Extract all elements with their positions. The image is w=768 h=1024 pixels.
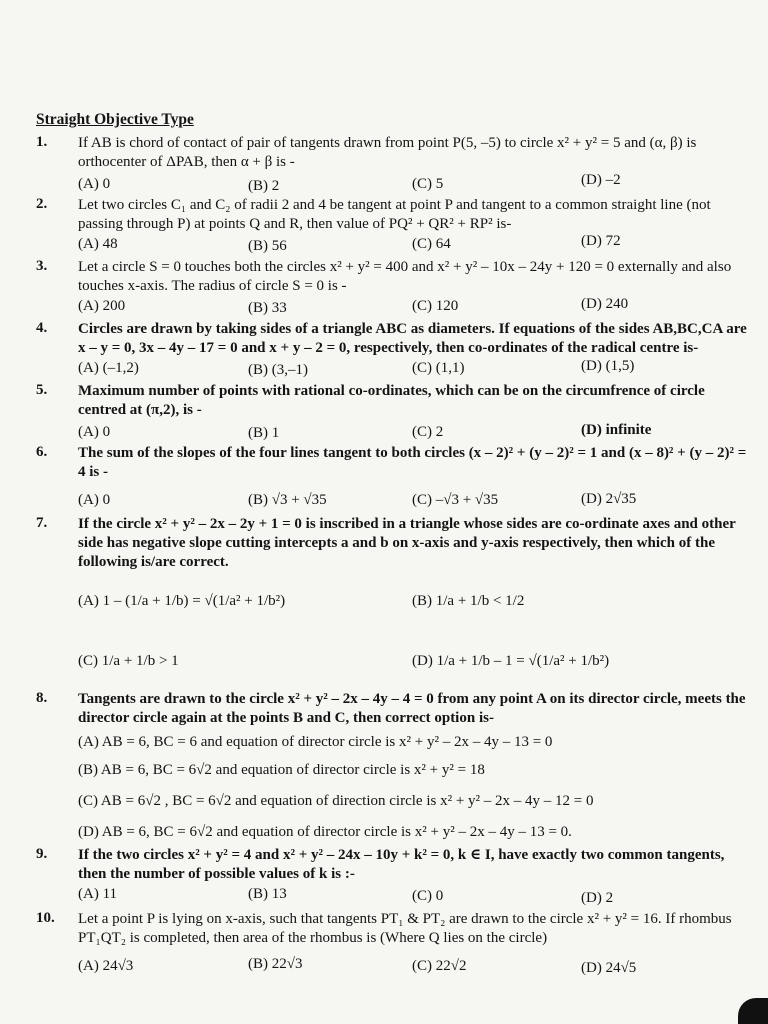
option-a: (A) 11 — [78, 886, 118, 902]
option-b: (B) 22√3 — [248, 956, 303, 972]
option-d: (D) 2√35 — [581, 491, 637, 507]
option-d: (D) 72 — [581, 233, 621, 249]
option-c: (C) AB = 6√2 , BC = 6√2 and equation of direction circle is x² + y² – 2x – 4y – 12 = 0 — [78, 793, 594, 809]
option-b: (B) 33 — [248, 300, 287, 316]
question-number: 3. — [36, 258, 48, 274]
question-text: Let a point P is lying on x-axis, such that tangents PT₁ & PT₂ are drawn to the circle x² + y² = 16. If rhombus PT₁QT₂ is completed, then area of the rhombus is (Where Q lies on the circle) — [78, 911, 732, 946]
question-text: The sum of the slopes of the four lines tangent to both circles (x – 2)² + (y – 2)² = 1 and (x – 8)² + (y – 2)² = 4 is - — [78, 445, 747, 480]
option-b: (B) (3,–1) — [248, 362, 308, 378]
option-a: (A) 0 — [78, 424, 111, 440]
question-number: 7. — [36, 515, 48, 531]
question-text: Circles are drawn by taking sides of a triangle ABC as diameters. If equations of the sides AB,BC,CA are x – y = 0, 3x – 4y – 17 = 0 and x + y – 2 = 0, respectively, then co-ordinates of the radical centre is- — [78, 321, 747, 356]
question-text: Let two circles C₁ and C₂ of radii 2 and 4 be tangent at point P and tangent to a common straight line (not passing through P) at points Q and R, then value of PQ² + QR² + RP² is- — [78, 197, 711, 232]
option-b: (B) 56 — [248, 238, 287, 254]
option-a: (A) 0 — [78, 176, 111, 192]
option-c: (C) –√3 + √35 — [412, 492, 499, 508]
question-number: 4. — [36, 320, 48, 336]
option-b: (B) 1 — [248, 425, 280, 441]
page-corner-shadow — [738, 998, 768, 1024]
question-text: If the two circles x² + y² = 4 and x² + y² – 24x – 10y + k² = 0, k ∈ I, have exactly two common tangents, then the number of possible values of k is :- — [78, 847, 725, 882]
question-number: 1. — [36, 134, 48, 150]
question-number: 6. — [36, 444, 48, 460]
question-text: Tangents are drawn to the circle x² + y² – 2x – 4y – 4 = 0 from any point A on its director circle, meets the director circle again at the points B and C, then correct option is- — [78, 691, 746, 726]
question-text: If AB is chord of contact of pair of tangents drawn from point P(5, –5) to circle x² + y² = 5 and (α, β) is orthocenter of ΔPAB, then α + β is - — [78, 135, 697, 170]
option-a: (A) (–1,2) — [78, 360, 139, 376]
option-d: (D) 1/a + 1/b – 1 = √(1/a² + 1/b²) — [412, 653, 610, 669]
option-d: (D) 24√5 — [581, 960, 637, 976]
question-number: 5. — [36, 382, 48, 398]
option-d: (D) 240 — [581, 296, 629, 312]
question-number: 9. — [36, 846, 48, 862]
question-number: 8. — [36, 690, 48, 706]
question-number: 2. — [36, 196, 48, 212]
option-a: (A) 1 – (1/a + 1/b) = √(1/a² + 1/b²) — [78, 593, 286, 609]
section-heading: Straight Objective Type — [36, 111, 194, 128]
question-text: Let a circle S = 0 touches both the circles x² + y² = 400 and x² + y² – 10x – 24y + 120 = 0 externally and also touches x-axis. The radius of circle S = 0 is - — [78, 259, 732, 294]
option-b: (B) AB = 6, BC = 6√2 and equation of director circle is x² + y² = 18 — [78, 762, 485, 778]
question-text: If the circle x² + y² – 2x – 2y + 1 = 0 is inscribed in a triangle whose sides are co-ordinate axes and other side has negative slope cutting intercepts a and b on x-axis and y-axis respectively, then which of the following is/are correct. — [78, 516, 736, 570]
option-b: (B) √3 + √35 — [248, 492, 327, 508]
option-a: (A) 200 — [78, 298, 126, 314]
option-c: (C) 5 — [412, 176, 444, 192]
option-c: (C) (1,1) — [412, 360, 465, 376]
option-d: (D) –2 — [581, 172, 621, 188]
option-d: (D) (1,5) — [581, 358, 635, 374]
option-d: (D) 2 — [581, 890, 614, 906]
option-c: (C) 2 — [412, 424, 444, 440]
option-a: (A) 24√3 — [78, 958, 134, 974]
option-b: (B) 1/a + 1/b < 1/2 — [412, 593, 525, 609]
option-c: (C) 22√2 — [412, 958, 467, 974]
option-c: (C) 0 — [412, 888, 444, 904]
option-b: (B) 2 — [248, 178, 280, 194]
option-d: (D) infinite — [581, 422, 652, 438]
option-c: (C) 120 — [412, 298, 459, 314]
option-a: (A) 48 — [78, 236, 118, 252]
option-c: (C) 64 — [412, 236, 451, 252]
question-number: 10. — [36, 910, 55, 926]
option-c: (C) 1/a + 1/b > 1 — [78, 653, 179, 669]
option-a: (A) AB = 6, BC = 6 and equation of director circle is x² + y² – 2x – 4y – 13 = 0 — [78, 734, 553, 750]
question-text: Maximum number of points with rational co-ordinates, which can be on the circumfrence of circle centred at (π,2), is - — [78, 383, 705, 418]
option-a: (A) 0 — [78, 492, 111, 508]
option-b: (B) 13 — [248, 886, 287, 902]
option-d: (D) AB = 6, BC = 6√2 and equation of director circle is x² + y² – 2x – 4y – 13 = 0. — [78, 824, 572, 840]
